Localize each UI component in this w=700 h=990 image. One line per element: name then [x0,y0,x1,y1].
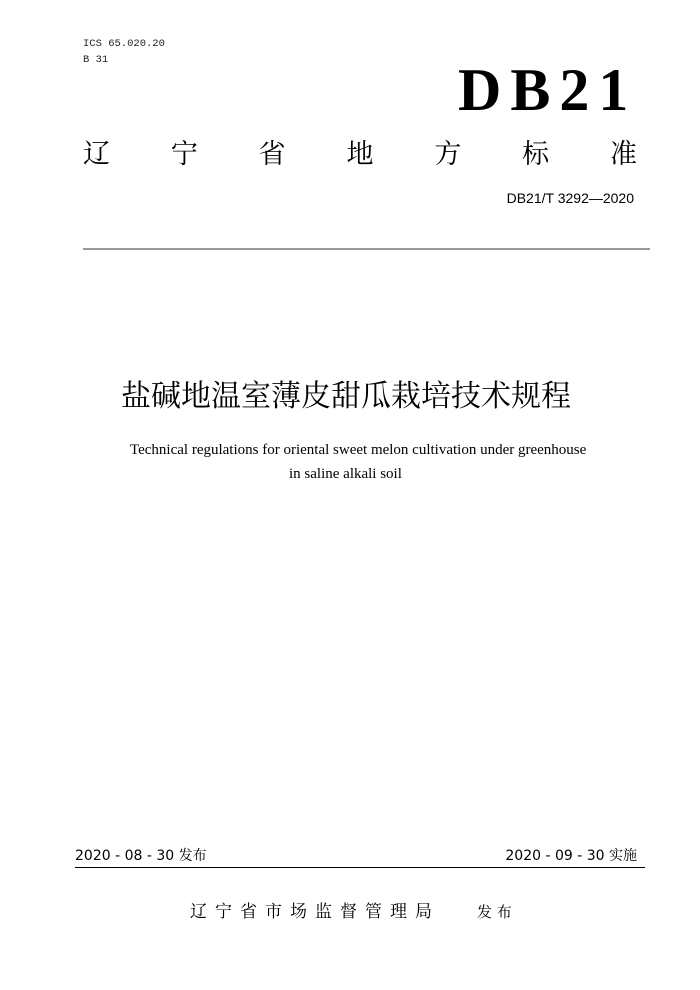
implementation-date: 2020 - 09 - 30 实施 [505,848,637,864]
issue-label: 发 布 [477,903,512,921]
ics-code: ICS 65.020.20 [83,38,165,50]
standard-type-char: 省 [258,139,286,170]
standard-type-char: 方 [434,139,462,170]
title-english-line-1: Technical regulations for oriental sweet melon cultivation under greenhouse [130,442,587,458]
ccs-code: B 31 [83,54,109,66]
header-divider [83,248,650,250]
standard-type-char: 地 [346,139,374,170]
standard-type-char: 准 [609,139,637,170]
standard-number: DB21/T 3292—2020 [506,190,634,206]
issue-date: 2020 - 08 - 30 发布 [75,848,207,864]
standard-type-char: 宁 [170,139,198,170]
standard-type-char: 辽 [83,139,110,170]
standard-type-char: 标 [522,139,550,170]
title-chinese: 盐碱地温室薄皮甜瓜栽培技术规程 [121,379,571,414]
standard-logo: DB21 [458,57,638,123]
standard-type-heading [83,141,637,168]
footer-divider [75,867,645,868]
issuing-authority: 辽宁省市场监督管理局 [190,902,440,922]
title-english-line-2: in saline alkali soil [289,466,402,482]
